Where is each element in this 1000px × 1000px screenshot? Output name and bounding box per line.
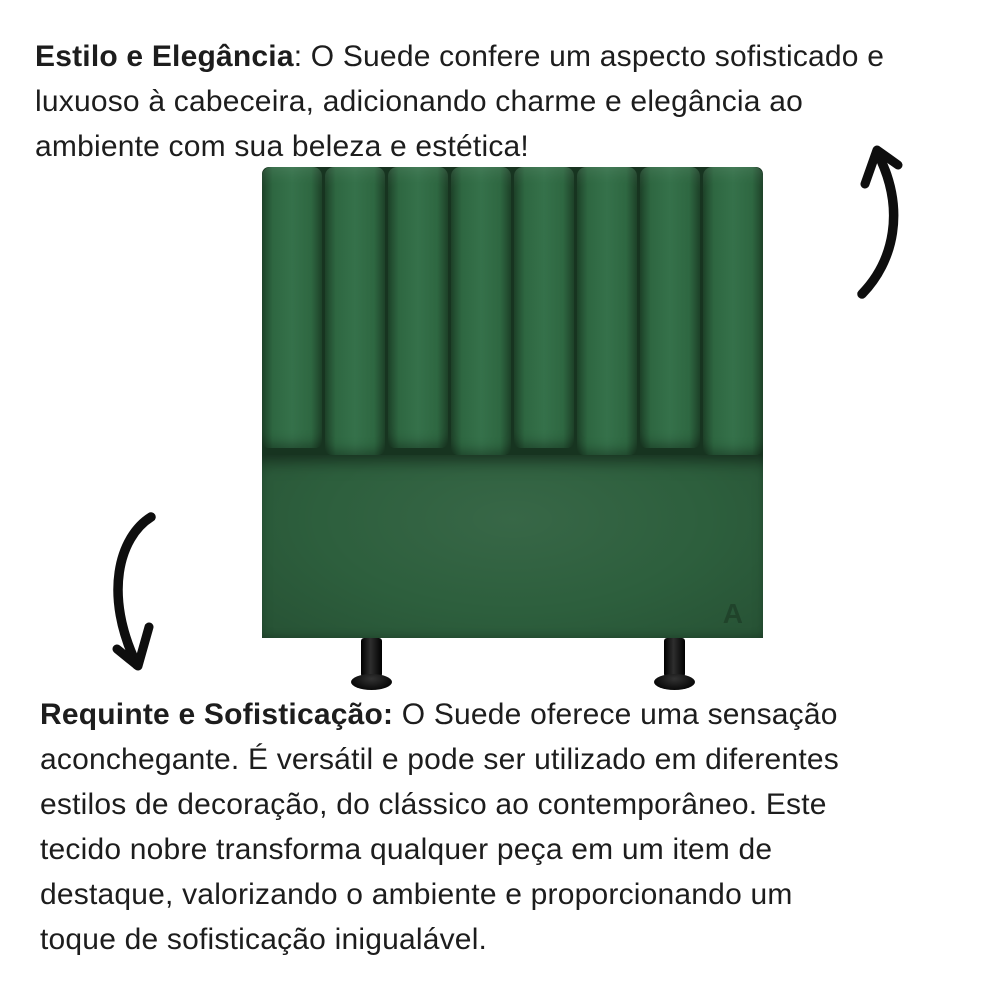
leg-foot [654,674,695,690]
top-paragraph-line: ambiente com sua beleza e estética! [35,130,529,163]
leg-foot [351,674,392,690]
headboard-panel [514,167,574,448]
top-paragraph [35,34,884,169]
headboard-image [262,167,763,638]
headboard-panel [577,167,637,455]
headboard-base [262,455,763,638]
top-paragraph-line: Estilo e Elegância: O Suede confere um aspecto sofisticado e [35,40,885,73]
headboard-panel [703,167,763,455]
top-paragraph-label: Estilo e Elegância [35,40,294,73]
bottom-paragraph-line: tecido nobre transforma qualquer peça em um item de [40,833,773,866]
bottom-paragraph-line: Requinte e Sofisticação: O Suede oferece uma sensação [40,698,838,731]
arrow-down-icon [93,505,165,677]
bottom-paragraph-line: estilos de decoração, do clássico ao contemporâneo. Este [40,788,827,821]
bottom-paragraph-line: aconchegante. É versátil e pode ser utilizado em diferentes [40,743,839,776]
bottom-paragraph-line: toque de sofisticação inigualável. [40,923,488,956]
arrow-up-icon [843,134,915,306]
headboard-channels [262,167,763,455]
leg-shaft [664,638,685,678]
brand-watermark: A [722,598,743,629]
headboard-panel [640,167,700,448]
leg-shaft [361,638,382,678]
headboard-panel [451,167,511,455]
headboard-leg-right [652,638,696,691]
headboard-panel [325,167,385,455]
headboard-panel [388,167,448,448]
headboard-leg-left [349,638,393,691]
bottom-paragraph-line: destaque, valorizando o ambiente e proporcionando um [40,878,793,911]
bottom-paragraph-label: Requinte e Sofisticação: [40,698,394,731]
bottom-paragraph [40,692,839,962]
top-paragraph-line: luxuoso à cabeceira, adicionando charme e elegância ao [35,85,803,118]
headboard-panel [262,167,322,448]
